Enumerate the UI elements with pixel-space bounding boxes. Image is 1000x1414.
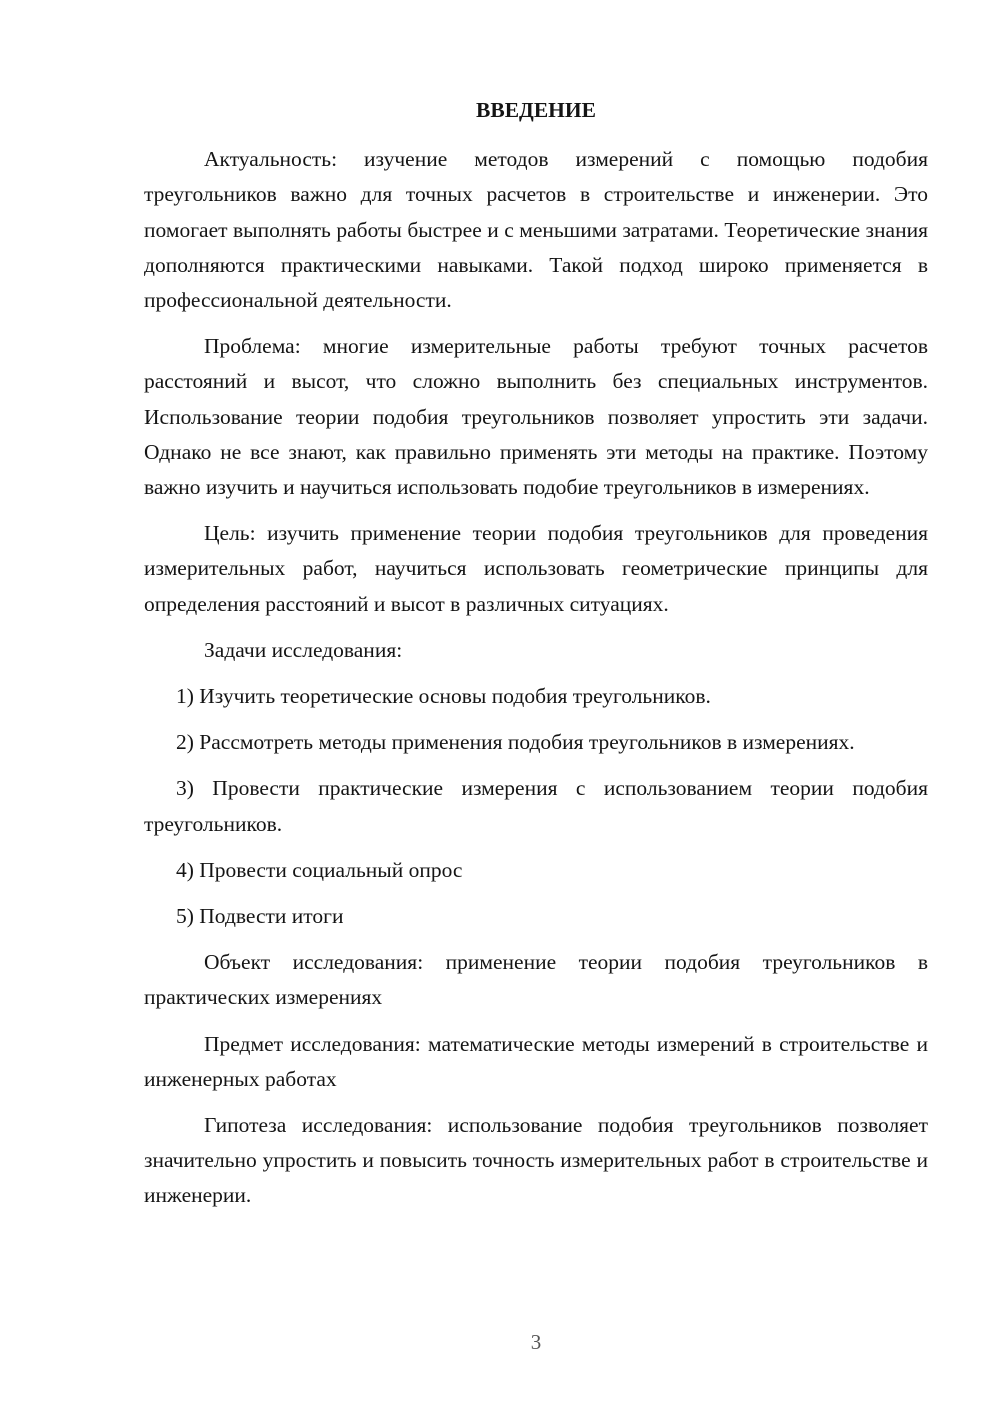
paragraph-problem: Проблема: многие измерительные работы требуют точных расчетов расстояний и высот, что сложно выполнить без специальных инструментов. Использование теории подобия треугольников позволяет упростить эти задачи. Однако не все знают, как правильно применять эти методы на практике. Поэтому важно изучить и научиться использовать подобие треугольников в измерениях. bbox=[144, 334, 928, 500]
task-item-4: 4) Провести социальный опрос bbox=[176, 857, 463, 882]
task-item-1: 1) Изучить теоретические основы подобия треугольников. bbox=[176, 684, 711, 709]
page-number: 3 bbox=[530, 1330, 542, 1354]
document-body bbox=[144, 93, 928, 1214]
task-item-2: 2) Рассмотреть методы применения подобия треугольников в измерениях. bbox=[176, 730, 855, 755]
paragraph-object: Объект исследования: применение теории подобия треугольников в практических измерениях bbox=[144, 950, 928, 1010]
page-title: ВВЕДЕНИЕ bbox=[476, 98, 596, 122]
task-item-3: 3) Провести практические измерения с использованием теории подобия треугольников. bbox=[144, 776, 928, 836]
paragraph-relevance: Актуальность: изучение методов измерений с помощью подобия треугольников важно для точных расчетов в строительстве и инженерии. Это помогает выполнять работы быстрее и с меньшими затратами. Теоретические знания дополняются практическими навыками. Такой подход широко применяется в профессиональной деятельности. bbox=[144, 147, 928, 313]
task-item-5: 5) Подвести итоги bbox=[176, 904, 344, 929]
paragraph-subject: Предмет исследования: математические методы измерений в строительстве и инженерных работах bbox=[144, 1031, 928, 1091]
paragraph-hypothesis: Гипотеза исследования: использование подобия треугольников позволяет значительно упростить и повысить точность измерительных работ в строительстве и инженерии. bbox=[144, 1113, 928, 1208]
paragraph-goal: Цель: изучить применение теории подобия треугольников для проведения измерительных работ, научиться использовать геометрические принципы для определения расстояний и высот в различных ситуациях. bbox=[144, 521, 928, 616]
paragraph-tasks-heading: Задачи исследования: bbox=[204, 637, 403, 662]
